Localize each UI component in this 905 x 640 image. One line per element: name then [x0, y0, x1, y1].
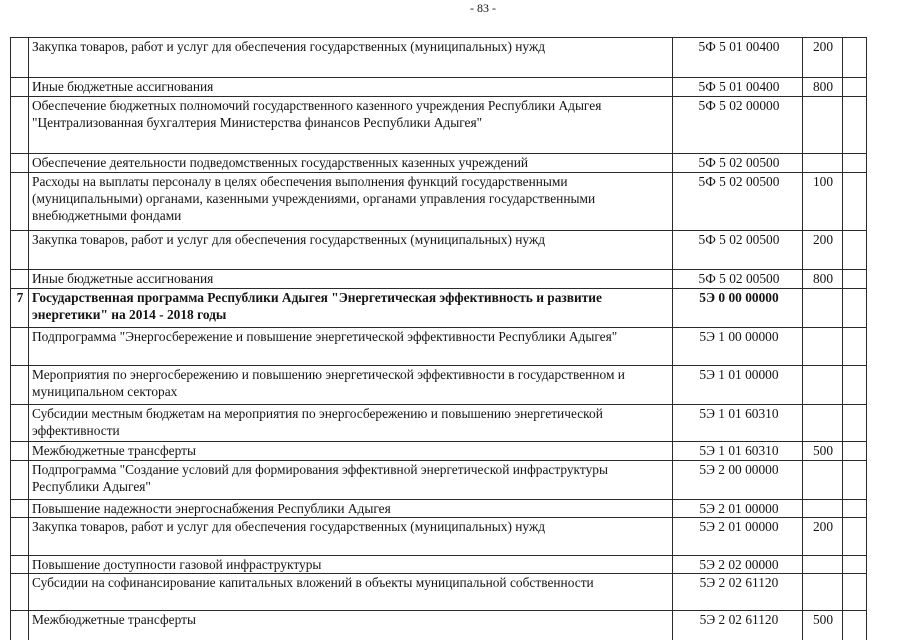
row-name: Межбюджетные трансферты — [32, 612, 196, 627]
row-code: 5Э 1 00 00000 — [699, 329, 779, 344]
row-expense-type: 200 — [812, 39, 834, 54]
row-name: Государственная программа Республики Адыгея "Энергетическая эффективность и развитие энергетики" на 2014 - 2018 годы — [32, 290, 602, 322]
row-name: Закупка товаров, работ и услуг для обеспечения государственных (муниципальных) нужд — [32, 39, 546, 54]
row-expense-type: 200 — [812, 519, 834, 534]
row-name: Мероприятия по энергосбережению и повышению энергетической эффективности в государственном и муниципальном секторах — [32, 367, 625, 399]
row-code: 5Э 2 02 61120 — [699, 575, 779, 590]
column-border — [672, 37, 673, 640]
row-name: Повышение доступности газовой инфраструктуры — [32, 557, 322, 572]
row-name: Субсидии на софинансирование капитальных вложений в объекты муниципальной собственности — [32, 575, 594, 590]
row-name: Субсидии местным бюджетам на мероприятия по энергосбережению и повышению энергетической эффективности — [32, 406, 603, 438]
column-border — [28, 37, 29, 640]
row-number: 7 — [16, 290, 24, 305]
row-code: 5Ф 5 02 00500 — [698, 174, 780, 189]
row-name: Закупка товаров, работ и услуг для обеспечения государственных (муниципальных) нужд — [32, 519, 546, 534]
row-code: 5Э 2 01 00000 — [699, 519, 779, 534]
row-expense-type: 800 — [812, 271, 834, 286]
column-border — [866, 37, 867, 640]
column-border — [802, 37, 803, 640]
row-code: 5Ф 5 02 00000 — [698, 98, 780, 113]
column-border — [10, 37, 11, 640]
row-name: Обеспечение бюджетных полномочий государственного казенного учреждения Республики Адыгея "Централизованная бухгалтерия Министерства финансов Республики Адыгея" — [32, 98, 602, 130]
row-expense-type: 100 — [812, 174, 834, 189]
row-name: Подпрограмма "Энергосбережение и повышение энергетической эффективности Республики Адыгея" — [32, 329, 618, 344]
row-code: 5Ф 5 02 00500 — [698, 155, 780, 170]
row-name: Подпрограмма "Создание условий для формирования эффективной энергетической инфраструктуры Республики Адыгея" — [32, 462, 608, 494]
row-name: Закупка товаров, работ и услуг для обеспечения государственных (муниципальных) нужд — [32, 232, 546, 247]
row-name: Межбюджетные трансферты — [32, 443, 196, 458]
row-name: Иные бюджетные ассигнования — [32, 79, 214, 94]
row-code: 5Э 1 01 60310 — [699, 406, 779, 421]
row-code: 5Э 2 02 00000 — [699, 557, 779, 572]
column-border — [842, 37, 843, 640]
row-name: Обеспечение деятельности подведомственных государственных казенных учреждений — [32, 155, 529, 170]
page-number: - 83 - — [470, 1, 496, 15]
row-name: Иные бюджетные ассигнования — [32, 271, 214, 286]
row-expense-type: 200 — [812, 232, 834, 247]
row-code: 5Э 1 01 60310 — [699, 443, 779, 458]
row-code: 5Э 2 00 00000 — [699, 462, 779, 477]
row-expense-type: 800 — [812, 79, 834, 94]
row-code: 5Э 1 01 00000 — [699, 367, 779, 382]
row-code: 5Э 2 02 61120 — [699, 612, 779, 627]
row-name: Расходы на выплаты персоналу в целях обеспечения выполнения функций государственными (муниципальными) органами, казенными учреждениями, органами управления государственными внебюджетными фондами — [32, 174, 596, 223]
row-code: 5Ф 5 01 00400 — [698, 79, 780, 94]
row-code: 5Ф 5 02 00500 — [698, 271, 780, 286]
row-code: 5Ф 5 02 00500 — [698, 232, 780, 247]
row-expense-type: 500 — [812, 612, 834, 627]
row-name: Повышение надежности энергоснабжения Республики Адыгея — [32, 501, 391, 516]
row-code: 5Э 2 01 00000 — [699, 501, 779, 516]
row-expense-type: 500 — [812, 443, 834, 458]
row-code: 5Э 0 00 00000 — [699, 290, 779, 305]
row-code: 5Ф 5 01 00400 — [698, 39, 780, 54]
